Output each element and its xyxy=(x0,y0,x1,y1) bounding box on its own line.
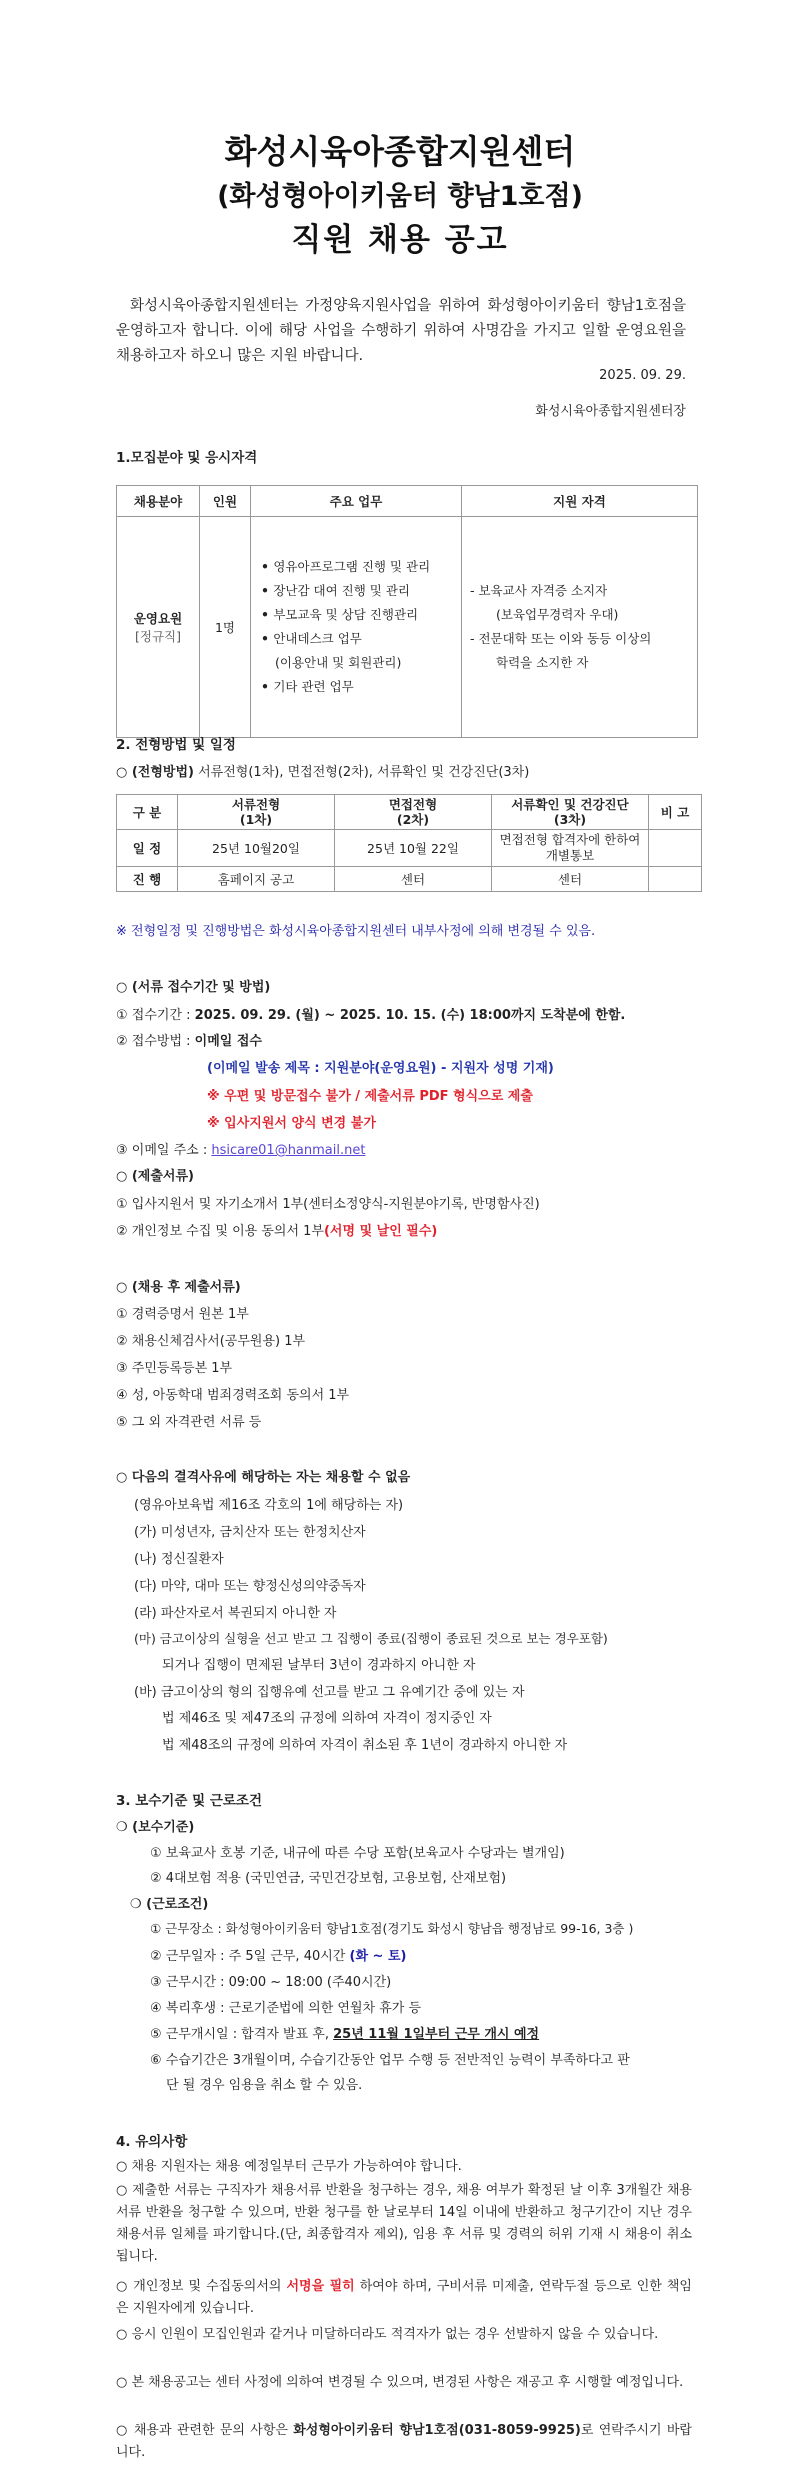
receipt-period xyxy=(116,1004,625,1023)
note-6-rest: 로 연락주시기 바랍니다. xyxy=(116,2423,692,2460)
list-item: - 전문대학 또는 이와 동등 이상의 xyxy=(470,631,652,646)
proc-row1-c3-line1: 면접전형 합격자에 한하여 xyxy=(499,832,641,847)
process-table xyxy=(116,794,702,892)
pay-heading: ❍ (보수기준) xyxy=(116,1820,195,1835)
proc-row1-label: 일 정 xyxy=(117,830,178,867)
proc-row2-c2: 센터 xyxy=(335,867,492,892)
list-item: ② 채용신체검사서(공무원용) 1부 xyxy=(116,1334,306,1349)
count-cell: 1명 xyxy=(200,517,251,738)
note-3-emphasis: 서명을 필히 xyxy=(286,2279,355,2294)
note-6 xyxy=(116,2420,692,2464)
note-6-contact: 화성형아이키움터 향남1호점(031-8059-9925) xyxy=(293,2423,581,2438)
cond-item5-text: ⑤ 근무개시일 : 합격자 발표 후, xyxy=(150,2027,334,2042)
list-item: (다) 마약, 대마 또는 향정신성의약중독자 xyxy=(134,1579,366,1594)
duties-list xyxy=(251,555,461,699)
cond-item5-start: 25년 11월 1일부터 근무 개시 예정 xyxy=(333,2027,540,2042)
list-item: • 안내데스크 업무 xyxy=(261,627,461,651)
note-6-text: ○ 채용과 관련한 문의 사항은 xyxy=(116,2423,294,2438)
method-label: ○ (전형방법) xyxy=(116,765,194,780)
proc-header-1 xyxy=(178,795,335,830)
list-item: (라) 파산자로서 복권되지 아니한 자 xyxy=(134,1606,337,1621)
email-line xyxy=(116,1139,365,1158)
title-line1: 화성시육아종합지원센터 xyxy=(224,132,576,171)
section1-heading: 1.모집분야 및 응시자격 xyxy=(116,450,258,466)
list-item: (이용안내 및 회원관리) xyxy=(275,655,402,670)
note-5: ○ 본 채용공고는 센터 사정에 의하여 변경될 수 있으며, 변경된 사항은 재공고 후 시행할 예정입니다. xyxy=(116,2375,684,2390)
cond-item3: ③ 근무시간 : 09:00 ~ 18:00 (주40시간) xyxy=(150,1975,392,1990)
proc-header-3-stage: (3차) xyxy=(553,812,587,827)
list-item: 법 제46조 및 제47조의 규정에 의하여 자격이 정지중인 자 xyxy=(162,1711,492,1726)
cond-item5 xyxy=(150,2023,539,2042)
proc-header-2 xyxy=(335,795,492,830)
list-item: (영유아보육법 제16조 각호의 1에 해당하는 자) xyxy=(134,1498,404,1513)
proc-header-2-stage: (2차) xyxy=(396,812,430,827)
warning-postal: ※ 우편 및 방문접수 불가 / 제출서류 PDF 형식으로 제출 xyxy=(207,1089,533,1104)
list-item: ① 경력증명서 원본 1부 xyxy=(116,1307,249,1322)
col-header-qualifications: 지원 자격 xyxy=(462,486,698,517)
proc-row1-note xyxy=(649,830,702,867)
list-item: 되거나 집행이 면제된 날부터 3년이 경과하지 아니한 자 xyxy=(162,1658,476,1673)
proc-row2-c1: 홈페이지 공고 xyxy=(178,867,335,892)
receipt-heading: ○ (서류 접수기간 및 방법) xyxy=(116,980,271,995)
notice-signer: 화성시육아종합지원센터장 xyxy=(535,404,686,419)
col-header-duties: 주요 업무 xyxy=(251,486,462,517)
receipt-method xyxy=(116,1030,262,1049)
email-link[interactable]: hsicare01@hanmail.net xyxy=(211,1143,366,1158)
qualifications-list xyxy=(462,579,697,675)
note-1: ○ 채용 지원자는 채용 예정일부터 근무가 가능하여야 합니다. xyxy=(116,2159,462,2174)
list-item: • 장난감 대여 진행 및 관리 xyxy=(261,579,461,603)
cond-item4: ④ 복리후생 : 근로기준법에 의한 연월차 휴가 등 xyxy=(150,2001,422,2016)
note-3-text: ○ 개인정보 및 수집동의서의 xyxy=(116,2279,287,2294)
note-4: ○ 응시 인원이 모집인원과 같거나 미달하더라도 적격자가 없는 경우 선발하지 않을 수 있습니다. xyxy=(116,2327,659,2342)
list-item: - 보육교사 자격증 소지자 xyxy=(470,583,608,598)
list-item: (바) 금고이상의 형의 집행유예 선고를 받고 그 유예기간 중에 있는 자 xyxy=(134,1685,525,1700)
proc-row1-c3 xyxy=(492,830,649,867)
cond-item1: ① 근무장소 : 화성형아이키움터 향남1호점(경기도 화성시 향남읍 행정남로 99-16, 3층 ) xyxy=(150,1921,634,1936)
proc-header-label: 구 분 xyxy=(117,795,178,830)
cond-item2 xyxy=(150,1945,406,1964)
disq-heading: ○ 다음의 결격사유에 해당하는 자는 채용할 수 없음 xyxy=(116,1470,411,1485)
schedule-notice: ※ 전형일정 및 진행방법은 화성시육아종합지원센터 내부사정에 의해 변경될 수 있음. xyxy=(116,924,596,939)
list-item: (마) 금고이상의 실형을 선고 받고 그 집행이 종료(집행이 종료된 것으로 보는 경우포함) xyxy=(134,1631,608,1646)
docs-item2-required: (서명 및 날인 필수) xyxy=(323,1224,438,1239)
method-text: 서류전형(1차), 면접전형(2차), 서류확인 및 건강진단(3차) xyxy=(193,765,530,780)
field-type: [정규직] xyxy=(135,629,181,644)
docs-heading: ○ (제출서류) xyxy=(116,1169,194,1184)
section2-heading: 2. 전형방법 및 일정 xyxy=(116,737,236,753)
receipt-method-value: 이메일 접수 xyxy=(194,1034,262,1049)
title-line3: 직원 채용 공고 xyxy=(291,222,509,258)
email-subject-rule: (이메일 발송 제목 : 지원분야(운영요원) - 지원자 성명 기재) xyxy=(207,1061,554,1076)
proc-header-note: 비 고 xyxy=(649,795,702,830)
after-heading: ○ (채용 후 제출서류) xyxy=(116,1280,241,1295)
section4-heading: 4. 유의사항 xyxy=(116,2134,188,2150)
list-item: ③ 주민등록등본 1부 xyxy=(116,1361,233,1376)
qualifications-cell xyxy=(462,517,698,738)
cond-item2-text: ② 근무일자 : 주 5일 근무, 40시간 xyxy=(150,1949,350,1964)
note-2: ○ 제출한 서류는 구직자가 채용서류 반환을 청구하는 경우, 채용 여부가 확정된 날 이후 3개월간 채용서류 반환을 청구할 수 있으며, 반환 청구를 한 날로부터 14일 이내에 반환하고 청구기간이 지난 경우 채용서류 일체를 파기합니다.(단, 최종합격자 제외), 임용 후 서류 및 경력의 허위 기재 시 채용이 취소됩니다. xyxy=(116,2183,692,2264)
proc-header-1-name: 서류전형 xyxy=(231,797,281,812)
receipt-method-label: ② 접수방법 : xyxy=(116,1034,195,1049)
col-header-count: 인원 xyxy=(200,486,251,517)
cond-heading: ❍ (근로조건) xyxy=(130,1897,209,1912)
proc-row1-c1: 25년 10월20일 xyxy=(178,830,335,867)
cond-item2-days: (화 ~ 토) xyxy=(349,1949,407,1964)
list-item: ④ 성, 아동학대 범죄경력조회 동의서 1부 xyxy=(116,1388,350,1403)
proc-row1-c3-line2: 개별통보 xyxy=(545,848,595,863)
method-line xyxy=(116,761,529,780)
receipt-period-label: ① 접수기간 : xyxy=(116,1008,195,1023)
list-item: (보육업무경력자 우대) xyxy=(496,607,619,622)
intro-paragraph: 화성시육아종합지원센터는 가정양육지원사업을 위하여 화성형아이키움터 향남1호점을 운영하고자 합니다. 이에 해당 사업을 수행하기 위하여 사명감을 가지고 일할 운영요원을 채용하고자 하오니 많은 지원 바랍니다. xyxy=(116,298,686,364)
proc-row1-c2: 25년 10월 22일 xyxy=(335,830,492,867)
notice-date: 2025. 09. 29. xyxy=(599,368,686,383)
section3-heading: 3. 보수기준 및 근로조건 xyxy=(116,1793,262,1809)
cond-item6-line1: ⑥ 수습기간은 3개월이며, 수습기간동안 업무 수행 등 전반적인 능력이 부족하다고 판 xyxy=(150,2053,630,2068)
pay-item1: ① 보육교사 호봉 기준, 내규에 따른 수당 포함(보육교사 수당과는 별개임) xyxy=(150,1846,565,1861)
list-item: • 부모교육 및 상담 진행관리 xyxy=(261,603,461,627)
cond-item6-line2: 단 될 경우 임용을 취소 할 수 있음. xyxy=(166,2078,363,2093)
note-3 xyxy=(116,2276,692,2320)
proc-row2-c3: 센터 xyxy=(492,867,649,892)
proc-header-3-name: 서류확인 및 건강진단 xyxy=(511,797,629,812)
list-item: • 영유아프로그램 진행 및 관리 xyxy=(261,555,461,579)
proc-header-1-stage: (1차) xyxy=(239,812,273,827)
proc-row2-note xyxy=(649,867,702,892)
note-3-rest: 하여야 하며, 구비서류 미제출, 연락두절 등으로 인한 책임은 지원자에게 있습니다. xyxy=(116,2279,692,2316)
docs-item1: ① 입사지원서 및 자기소개서 1부(센터소정양식-지원분야기록, 반명함사진) xyxy=(116,1197,540,1212)
list-item: (나) 정신질환자 xyxy=(134,1552,224,1567)
receipt-period-value: 2025. 09. 29. (월) ~ 2025. 10. 15. (수) 18:00까지 도착분에 한함. xyxy=(194,1008,626,1023)
col-header-field: 채용분야 xyxy=(117,486,200,517)
proc-header-3 xyxy=(492,795,649,830)
field-cell xyxy=(117,517,200,738)
warning-form: ※ 입사지원서 양식 변경 불가 xyxy=(207,1116,376,1131)
docs-item2-text: ② 개인정보 수집 및 이용 동의서 1부 xyxy=(116,1224,324,1239)
list-item: (가) 미성년자, 금치산자 또는 한정치산자 xyxy=(134,1525,366,1540)
title-line2: (화성형아이키움터 향남1호점) xyxy=(217,181,583,212)
pay-item2: ② 4대보험 적용 (국민연금, 국민건강보험, 고용보험, 산재보험) xyxy=(150,1871,507,1886)
list-item: 법 제48조의 규정에 의하여 자격이 취소된 후 1년이 경과하지 아니한 자 xyxy=(162,1738,568,1753)
recruitment-table xyxy=(116,485,698,738)
proc-header-2-name: 면접전형 xyxy=(388,797,438,812)
field-name: 운영요원 xyxy=(133,611,183,626)
duties-cell xyxy=(251,517,462,738)
list-item: • 기타 관련 업무 xyxy=(261,675,461,699)
proc-row2-label: 진 행 xyxy=(117,867,178,892)
email-label: ③ 이메일 주소 : xyxy=(116,1143,212,1158)
list-item: ⑤ 그 외 자격관련 서류 등 xyxy=(116,1415,262,1430)
list-item: 학력을 소지한 자 xyxy=(496,655,589,670)
docs-item2 xyxy=(116,1220,437,1239)
